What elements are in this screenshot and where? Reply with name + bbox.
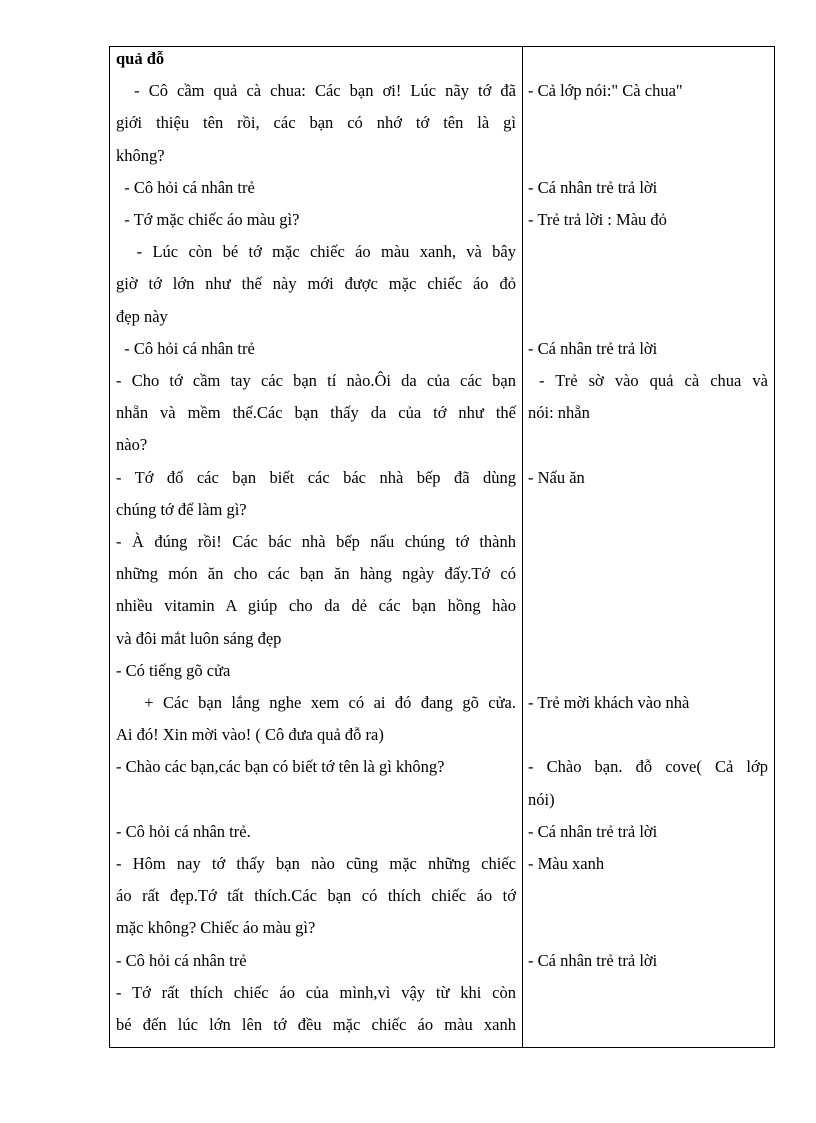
left-line: nhẵn và mềm thế.Các bạn thấy da của tớ như thế [116, 403, 516, 423]
left-line: - Hôm nay tớ thấy bạn nào cũng mặc những chiếc [116, 854, 516, 873]
left-line: - Cô hỏi cá nhân trẻ. [116, 821, 251, 841]
left-line [116, 784, 516, 816]
right-line: - Màu xanh [528, 854, 605, 873]
right-line: nói: nhẵn [528, 403, 590, 423]
right-line: - Trẻ mời khách vào nhà [528, 693, 690, 712]
right-line: nói) [528, 789, 555, 809]
left-line: và đôi mắt luôn sáng đẹp [116, 628, 282, 648]
right-line: - Nấu ăn [528, 467, 585, 487]
left-line: - Cô hỏi cá nhân trẻ [116, 338, 255, 358]
left-line: nào? [116, 435, 148, 455]
left-line: không? [116, 145, 165, 165]
left-line: bé đến lúc lớn lên tớ đều mặc chiếc áo màu xanh [116, 1015, 516, 1034]
left-line: - Cô hỏi cá nhân trẻ [116, 950, 247, 970]
left-line: - Cho tớ cầm tay các bạn tí nào.Ôi da của các bạn [116, 371, 516, 390]
column-divider [522, 47, 523, 1047]
right-line: - Cá nhân trẻ trả lời [528, 950, 658, 970]
left-line: - Tớ rất thích chiếc áo của mình,vì vậy từ khi còn [116, 982, 516, 1002]
left-line: - Cô hỏi cá nhân trẻ [116, 177, 255, 197]
right-line: - Trẻ sờ vào quả cà chua và [528, 371, 768, 390]
right-line: - Cá nhân trẻ trả lời [528, 177, 658, 197]
right-line: - Trẻ trả lời : Màu đỏ [528, 210, 667, 229]
left-line: nhiều vitamin A giúp cho da dẻ các bạn hồng hào [116, 596, 516, 616]
left-line: - Tớ mặc chiếc áo màu gì? [116, 210, 300, 229]
right-line: - Cá nhân trẻ trả lời [528, 821, 658, 841]
left-line: - À đúng rồi! Các bác nhà bếp nấu chúng tớ thành [116, 532, 516, 551]
left-line: áo rất đẹp.Tớ tất thích.Các bạn có thích chiếc áo tớ [116, 886, 516, 906]
right-line: - Cả lớp nói:" Cà chua" [528, 81, 683, 101]
left-line: chúng tớ để làm gì? [116, 499, 247, 519]
left-line: - Lúc còn bé tớ mặc chiếc áo màu xanh, và bây [116, 242, 516, 262]
left-line: - Cô cầm quả cà chua: Các bạn ơi! Lúc nãy tớ đã [116, 81, 516, 101]
right-line: - Chào bạn. đỗ cove( Cả lớp [528, 757, 768, 777]
left-line: - Tớ đố các bạn biết các bác nhà bếp đã dùng [116, 467, 516, 487]
left-line: mặc không? Chiếc áo màu gì? [116, 918, 316, 938]
left-line: - Chào các bạn,các bạn có biết tớ tên là gì không? [116, 757, 445, 777]
left-line: những món ăn cho các bạn ăn hàng ngày đấy.Tớ có [116, 564, 516, 584]
left-line: - Có tiếng gõ cửa [116, 660, 231, 680]
left-line: giới thiệu tên rồi, các bạn có nhớ tớ tên là gì [116, 113, 516, 133]
left-line: quả đỗ [116, 49, 165, 68]
lesson-table [109, 46, 775, 1048]
left-line: + Các bạn lắng nghe xem có ai đó đang gõ cửa. [116, 693, 516, 712]
left-line: giờ tớ lớn như thế này mới được mặc chiếc áo đỏ [116, 274, 516, 294]
right-line: - Cá nhân trẻ trả lời [528, 338, 658, 358]
left-line: Ai đó! Xin mời vào! ( Cô đưa quả đỗ ra) [116, 725, 384, 745]
left-line: đẹp này [116, 306, 168, 326]
